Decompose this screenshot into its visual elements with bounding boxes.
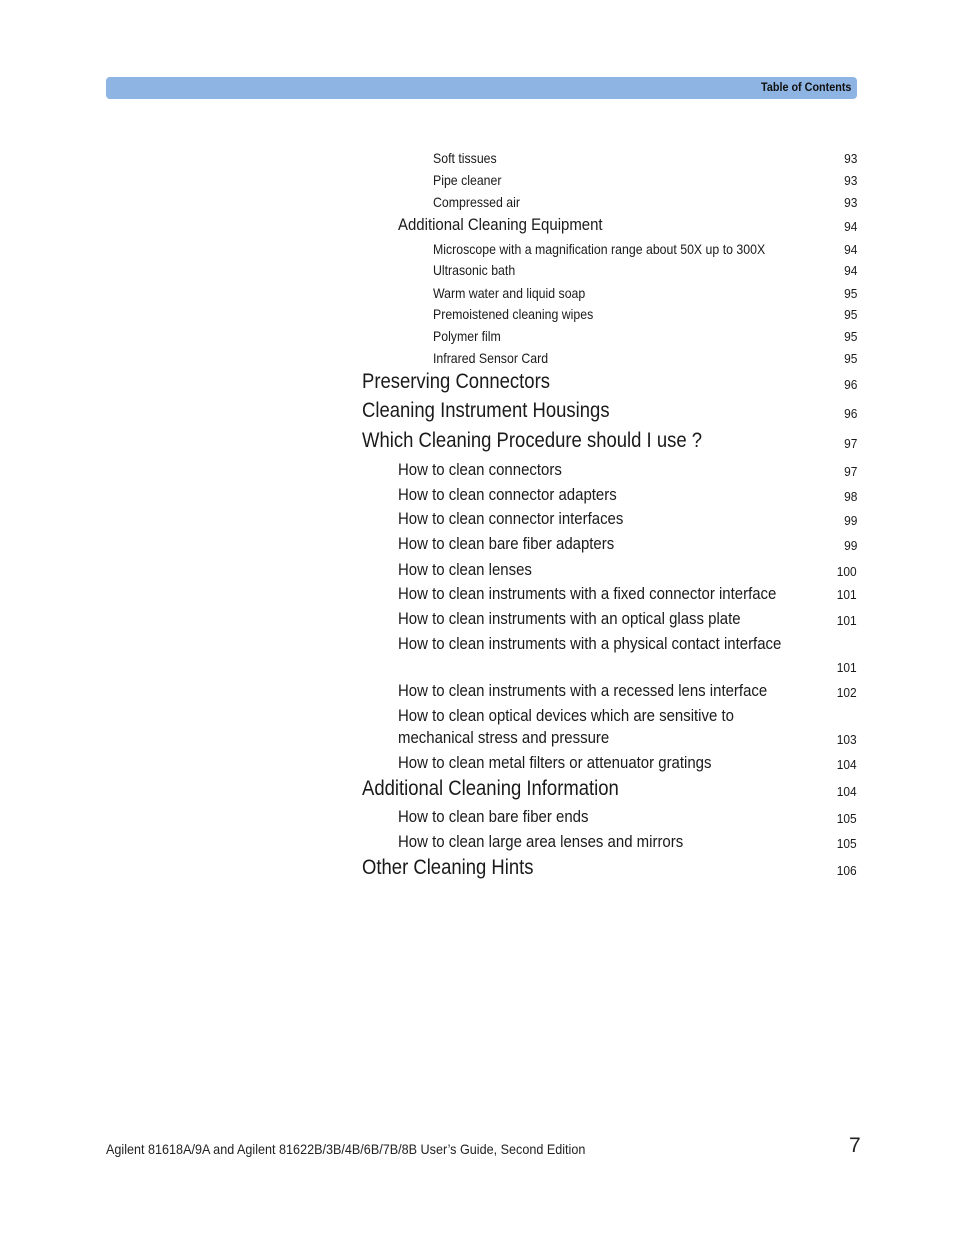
toc-entry[interactable] [433, 241, 857, 261]
toc-entry[interactable] [398, 460, 857, 484]
toc-entry[interactable] [433, 194, 857, 214]
toc-entry[interactable] [362, 777, 857, 805]
header-title: Table of Contents [760, 80, 851, 94]
footer-text: Agilent 81618A/9A and Agilent 81622B/3B/4B/6B/7B/8B User’s Guide, Second Edition [106, 1141, 586, 1157]
toc-entry-title: Compressed air [433, 194, 520, 210]
toc-entry-page: 105 [837, 811, 857, 826]
toc-entry-title: Preserving Connectors [362, 370, 550, 393]
toc-entry-page: 94 [843, 263, 857, 278]
toc-entry[interactable] [398, 509, 857, 533]
toc-entry-page: 104 [837, 757, 857, 772]
toc-entry-page: 95 [843, 351, 857, 366]
toc-entry-page: 93 [843, 173, 857, 188]
toc-entry-page: 93 [843, 151, 857, 166]
toc-entry[interactable] [398, 560, 857, 584]
toc-entry-page: 100 [837, 564, 857, 579]
toc-entry-page: 101 [837, 587, 857, 602]
toc-entry-title: Warm water and liquid soap [433, 285, 586, 301]
toc-entry-page: 93 [843, 195, 857, 210]
toc-entry-title: How to clean optical devices which are sensitive to [398, 706, 734, 725]
toc-entry-page: 101 [837, 613, 857, 628]
toc-entry-title: Ultrasonic bath [433, 262, 516, 278]
toc-entry[interactable] [433, 172, 857, 192]
toc-entry[interactable] [398, 832, 857, 856]
toc-entry-title: Infrared Sensor Card [433, 350, 549, 366]
toc-entry-title-continued: mechanical stress and pressure [398, 728, 610, 747]
toc-entry-title: Additional Cleaning Equipment [398, 215, 603, 234]
toc-entry-title: How to clean connector interfaces [398, 509, 624, 528]
toc-entry-page: 101 [837, 660, 857, 675]
toc-entry-title: Premoistened cleaning wipes [433, 306, 594, 322]
toc-entry[interactable] [398, 706, 857, 752]
toc-entry-title: Microscope with a magnification range about 50X up to 300X [433, 241, 766, 257]
toc-entry[interactable] [433, 350, 857, 370]
toc-entry-title: How to clean lenses [398, 560, 532, 579]
toc-entry[interactable] [362, 429, 857, 457]
toc-entry-title: How to clean connector adapters [398, 485, 617, 504]
toc-entry[interactable] [398, 584, 857, 608]
toc-entry-title: How to clean instruments with a physical contact interface [398, 634, 782, 653]
toc-entry[interactable] [398, 753, 857, 777]
toc-entry-title: How to clean metal filters or attenuator gratings [398, 753, 712, 772]
toc-entry-title: How to clean large area lenses and mirrors [398, 832, 684, 851]
toc-entry-page: 95 [843, 286, 857, 301]
toc-entry[interactable] [433, 150, 857, 170]
toc-entry-title: Polymer film [433, 328, 501, 344]
toc-entry-title: How to clean instruments with a recessed lens interface [398, 681, 768, 700]
toc-entry[interactable] [398, 485, 857, 509]
toc-entry[interactable] [433, 306, 857, 326]
toc-entry-title: Additional Cleaning Information [362, 777, 619, 800]
toc-entry-page: 102 [837, 685, 857, 700]
toc-entry-page: 103 [837, 732, 857, 747]
toc-entry-page: 95 [843, 329, 857, 344]
toc-entry-title: Which Cleaning Procedure should I use ? [362, 429, 703, 452]
toc-entry-page: 105 [837, 836, 857, 851]
toc-entry[interactable] [398, 215, 857, 239]
toc-entry-page: 98 [843, 489, 857, 504]
toc-entry[interactable] [362, 370, 857, 398]
toc-entry[interactable] [398, 609, 857, 633]
toc-entry-page: 104 [837, 784, 857, 799]
toc-entry-page: 94 [843, 242, 857, 257]
toc-entry-page: 99 [843, 538, 857, 553]
toc-entry[interactable] [362, 856, 857, 884]
toc-entry[interactable] [398, 634, 857, 680]
toc-entry-page: 106 [837, 863, 857, 878]
toc-entry-title: Cleaning Instrument Housings [362, 399, 610, 422]
toc-entry-page: 96 [843, 377, 857, 392]
toc-entry-page: 96 [843, 406, 857, 421]
toc-entry-page: 97 [843, 436, 857, 451]
toc-entry-title: How to clean bare fiber adapters [398, 534, 615, 553]
toc-entry-title: How to clean instruments with an optical glass plate [398, 609, 741, 628]
toc-entry-title: How to clean instruments with a fixed connector interface [398, 584, 777, 603]
toc-entry[interactable] [398, 807, 857, 831]
toc-entry-title: Soft tissues [433, 150, 497, 166]
toc-entry-title: Pipe cleaner [433, 172, 502, 188]
footer-page-number: 7 [849, 1134, 861, 1157]
toc-entry-title: How to clean bare fiber ends [398, 807, 589, 826]
toc-entry-page: 95 [843, 307, 857, 322]
toc-entry[interactable] [398, 534, 857, 558]
toc-entry-page: 97 [843, 464, 857, 479]
toc-entry-page: 99 [843, 513, 857, 528]
toc-entry[interactable] [433, 285, 857, 305]
toc-entry-page: 94 [843, 219, 857, 234]
toc-entry[interactable] [433, 262, 857, 282]
toc-entry[interactable] [398, 681, 857, 705]
toc-entry[interactable] [433, 328, 857, 348]
toc-entry-title: How to clean connectors [398, 460, 562, 479]
toc-entry-title: Other Cleaning Hints [362, 856, 534, 879]
toc-entry[interactable] [362, 399, 857, 427]
